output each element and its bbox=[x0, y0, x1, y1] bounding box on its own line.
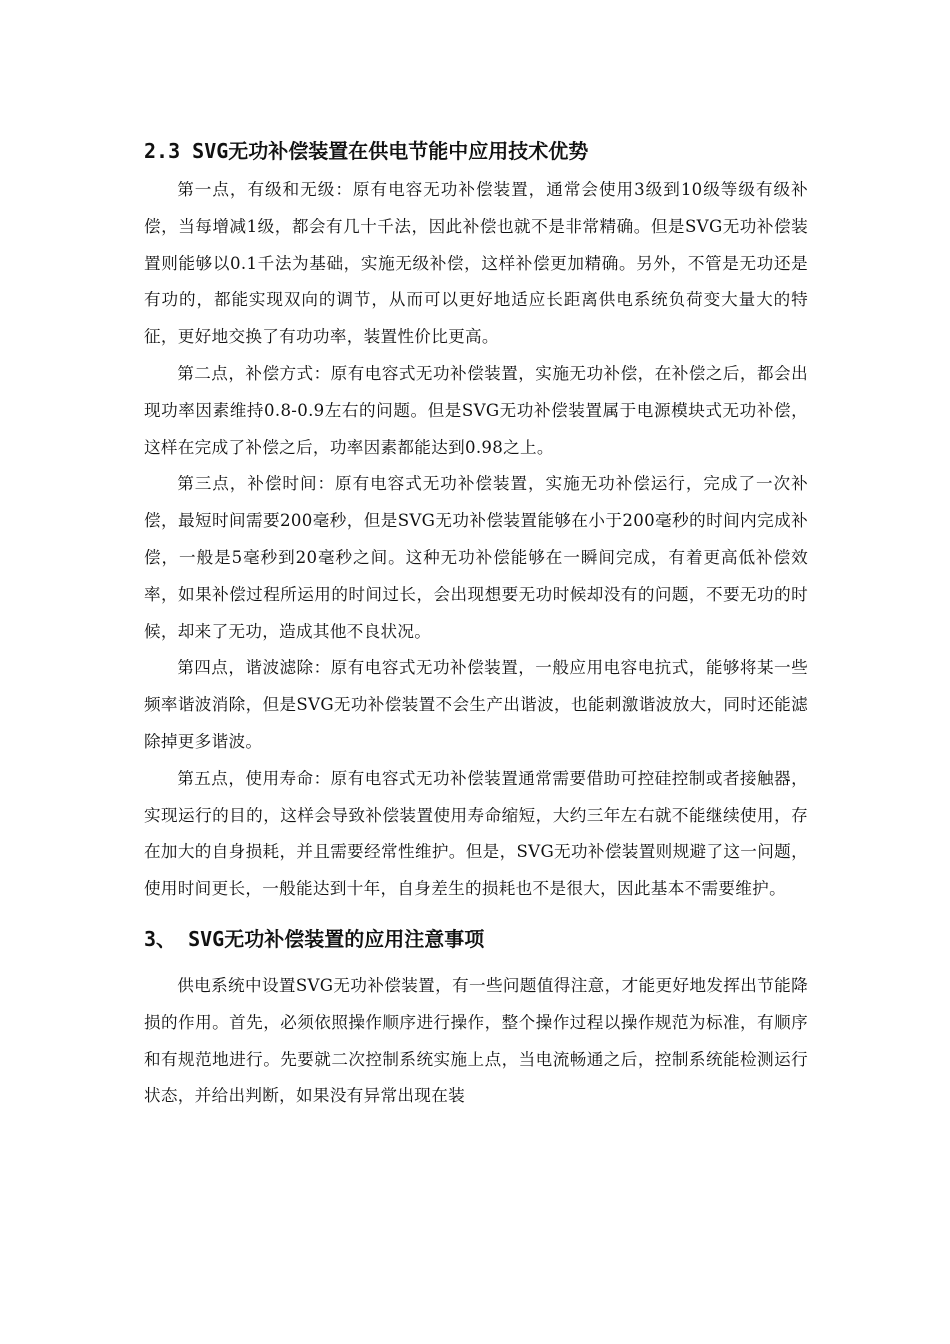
paragraph-point-three: 第三点，补偿时间：原有电容式无功补偿装置，实施无功补偿运行，完成了一次补偿，最短时间需要200毫秒，但是SVG无功补偿装置能够在小于200毫秒的时间内完成补偿，一般是5毫秒到20毫秒之间。这种无功补偿能够在一瞬间完成，有着更高低补偿效率，如果补偿过程所运用的时间过长，会出现想要无功时候却没有的问题，不要无功的时候，却来了无功，造成其他不良状况。 bbox=[144, 474, 808, 641]
page-content bbox=[144, 132, 808, 1115]
paragraph-point-four: 第四点，谐波滤除：原有电容式无功补偿装置，一般应用电容电抗式，能够将某一些频率谐波消除，但是SVG无功补偿装置不会生产出谐波，也能刺激谐波放大，同时还能滤除掉更多谐波。 bbox=[144, 658, 808, 751]
paragraph-precautions: 供电系统中设置SVG无功补偿装置，有一些问题值得注意，才能更好地发挥出节能降损的作用。首先，必须依照操作顺序进行操作，整个操作过程以操作规范为标准，有顺序和有规范地进行。先要就二次控制系统实施上点，当电流畅通之后，控制系统能检测运行状态，并给出判断，如果没有异常出现在装 bbox=[144, 975, 808, 1106]
paragraph-point-one: 第一点，有级和无级：原有电容无功补偿装置，通常会使用3级到10级等级有级补偿，当每增减1级，都会有几十千法，因此补偿也就不是非常精确。但是SVG无功补偿装置则能够以0.1千法为基础，实施无级补偿，这样补偿更加精确。另外，不管是无功还是有功的，都能实现双向的调节，从而可以更好地适应长距离供电系统负荷变大量大的特征，更好地交换了有功功率，装置性价比更高。 bbox=[144, 180, 808, 347]
paragraph-point-five: 第五点，使用寿命：原有电容式无功补偿装置通常需要借助可控硅控制或者接触器，实现运行的目的，这样会导致补偿装置使用寿命缩短，大约三年左右就不能继续使用，存在加大的自身损耗，并且需要经常性维护。但是，SVG无功补偿装置则规避了这一问题，使用时间更长，一般能达到十年，自身差生的损耗也不是很大，因此基本不需要维护。 bbox=[144, 768, 808, 899]
section-heading-2-3: 2.3 SVG无功补偿装置在供电节能中应用技术优势 bbox=[144, 139, 589, 163]
paragraph-point-two: 第二点，补偿方式：原有电容式无功补偿装置，实施无功补偿，在补偿之后，都会出现功率因素维持0.8-0.9左右的问题。但是SVG无功补偿装置属于电源模块式无功补偿，这样在完成了补偿之后，功率因素都能达到0.98之上。 bbox=[144, 363, 808, 457]
section-heading-3: 3、 SVG无功补偿装置的应用注意事项 bbox=[144, 926, 485, 951]
